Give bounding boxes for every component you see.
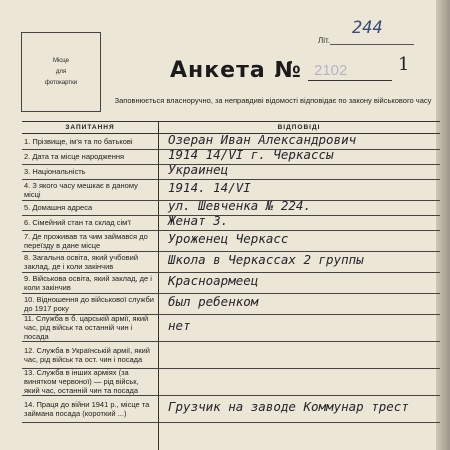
handwritten-answer: Озеран Иван Александрович: [168, 132, 357, 147]
table-row: [22, 293, 440, 315]
question-label: 12. Служба в Українській армії, який час, рід військ та ост. чин і посада: [24, 345, 150, 364]
handwritten-answer: Школа в Черкассах 2 группы: [168, 252, 364, 267]
question-label: 3. Національність: [24, 167, 86, 176]
table-row: [22, 395, 440, 423]
question-label: 2. Дата та місце народження: [24, 152, 125, 161]
form-subtitle: Заповнюється власноручно, за неправдиві відомості відповідає по закону військового часу: [114, 96, 432, 105]
handwritten-answer: Грузчик на заводе Коммунар трест: [168, 399, 409, 414]
handwritten-answer: нет: [168, 318, 191, 333]
form-number-suffix: 1: [398, 54, 410, 75]
question-label: 6. Сімейний стан та склад сім'ї: [24, 218, 131, 227]
handwritten-answer: Украинец: [168, 162, 229, 177]
question-label: 4. З якого часу мешкає в даному місці: [24, 180, 138, 199]
lit-underline: [330, 44, 414, 45]
answers-header: ВІДПОВІДІ: [277, 124, 321, 131]
handwritten-answer: 1914 14/VI г. Черкассы: [168, 147, 334, 162]
handwritten-answer: Уроженец Черкасс: [168, 231, 289, 246]
questionnaire-table: [22, 121, 440, 450]
question-label: 9. Військова освіта, який заклад, де і коли закінчив: [24, 273, 152, 292]
question-label: 1. Прізвище, ім'я та по батькові: [24, 137, 133, 146]
question-label: 11. Служба в б. царській армії, який час, рід військ та останній чин і посада: [24, 314, 149, 341]
question-label: 14. Праця до війни 1941 р., місце та займана посада (короткий ...): [24, 399, 150, 418]
table-row: [22, 341, 440, 369]
question-label: 5. Домашня адреса: [24, 203, 93, 212]
photo-placeholder-box: [21, 32, 101, 112]
question-label: 7. Де проживав та чим займався до переїзду в дане місце: [24, 231, 148, 250]
photo-box-line: для: [55, 68, 67, 75]
question-label: 13. Служба в інших арміях (за винятком червоної) — рід військ, який час, останній чин та посада: [24, 368, 139, 395]
lit-value: 244: [352, 18, 383, 38]
questions-header: ЗАПИТАННЯ: [65, 124, 115, 131]
handwritten-answer: Женат 3.: [168, 213, 229, 228]
photo-box-line: фотокартки: [44, 79, 78, 86]
table-row: [22, 368, 440, 396]
handwritten-answer: Красноармеец: [168, 273, 259, 288]
question-label: 10. Відношення до військової служби до 1917 року: [24, 294, 154, 313]
form-title: Анкета №: [170, 58, 302, 83]
table-row: [22, 149, 440, 165]
photo-box-line: Місце: [52, 57, 70, 64]
handwritten-answer: 1914. 14/VI: [168, 180, 251, 195]
question-label: 8. Загальна освіта, який учбовий заклад, де і коли закінчив: [24, 252, 139, 271]
table-row: [22, 314, 440, 342]
form-number: 2102: [314, 62, 348, 79]
lit-label: Літ.: [318, 36, 331, 45]
table-row: [22, 200, 440, 216]
form-number-underline: [308, 80, 392, 81]
handwritten-answer: был ребенком: [168, 294, 259, 309]
handwritten-answer: ул. Шевченка № 224.: [168, 198, 311, 213]
